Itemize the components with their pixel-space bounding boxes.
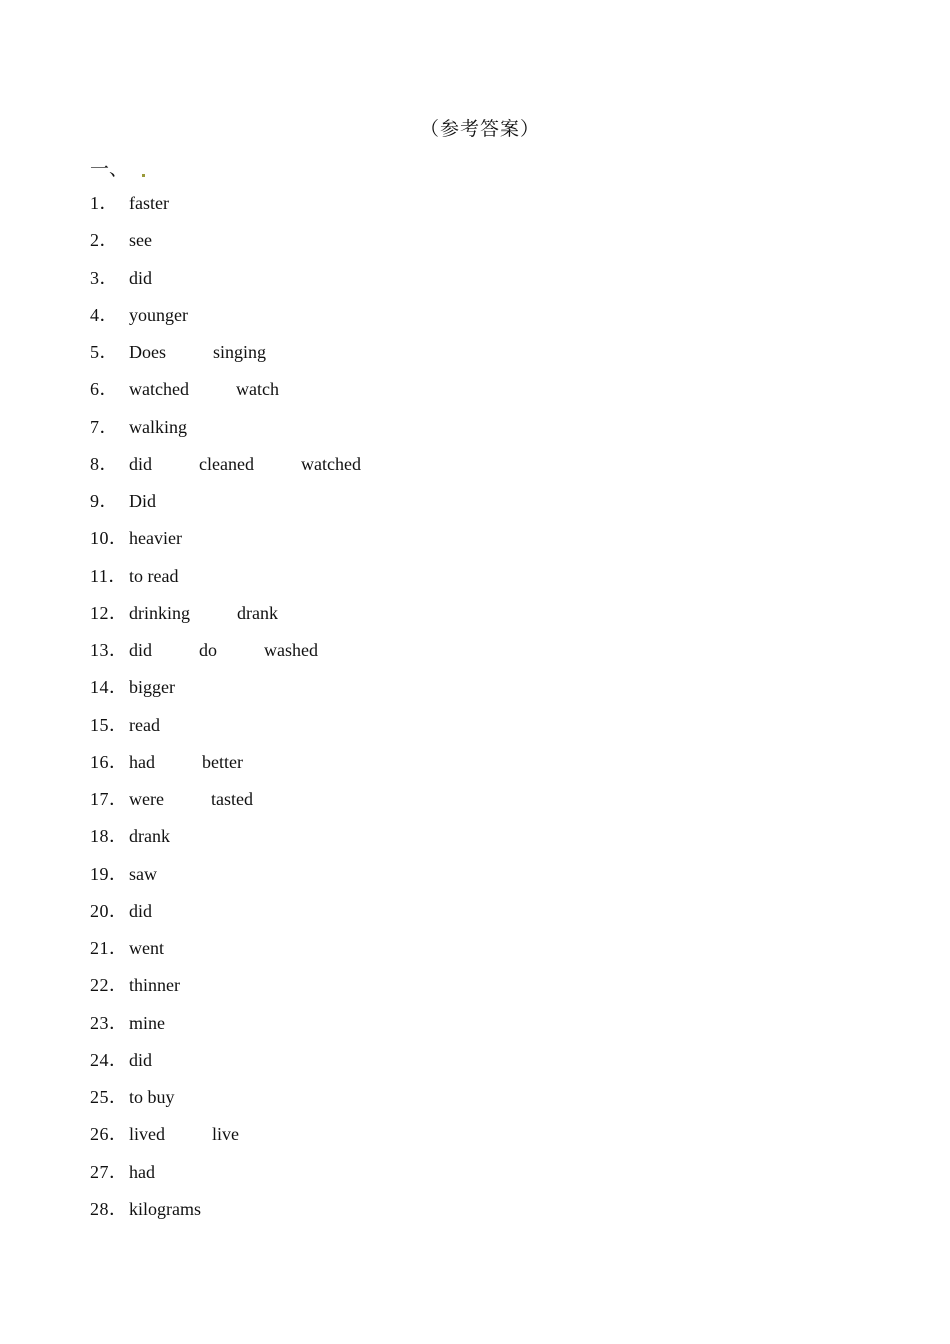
answer-number: 28． xyxy=(90,1198,128,1219)
answer-word: were xyxy=(129,789,164,809)
answer-word: bigger xyxy=(129,677,175,698)
answer-word: to buy xyxy=(129,1087,175,1107)
answer-word: did xyxy=(129,640,153,660)
answer-word: had xyxy=(129,751,155,772)
answer-item xyxy=(90,970,408,1007)
answer-word: heavier xyxy=(129,528,182,549)
answer-item xyxy=(90,374,408,411)
answer-item xyxy=(90,784,408,821)
answer-word: do xyxy=(199,640,218,660)
answer-number: 20． xyxy=(90,900,128,921)
answer-item xyxy=(90,1157,408,1194)
answer-word: did xyxy=(129,1049,153,1070)
answer-item xyxy=(90,486,408,523)
answer-number: 26． xyxy=(90,1124,128,1145)
section-heading xyxy=(90,154,145,181)
answer-number: 27． xyxy=(90,1161,128,1182)
answer-word: see xyxy=(129,230,152,251)
answer-word: watched xyxy=(300,453,361,474)
answer-item xyxy=(90,449,408,486)
answer-number: 21． xyxy=(90,938,128,958)
answer-word: drinking xyxy=(129,602,190,623)
answer-item xyxy=(90,337,408,374)
answer-item xyxy=(90,933,408,970)
answer-number: 5． xyxy=(90,342,118,362)
answer-word: drank xyxy=(237,602,278,623)
answer-word: watched xyxy=(129,379,189,400)
mark-dot-decoration xyxy=(142,174,145,177)
answer-item xyxy=(90,412,408,449)
answer-item xyxy=(90,1082,408,1119)
answer-item xyxy=(90,635,408,672)
answer-word: faster xyxy=(129,193,169,213)
answer-number: 14． xyxy=(90,677,128,698)
answer-number: 9． xyxy=(90,491,118,511)
answer-number: 2． xyxy=(90,230,118,251)
answer-word: mine xyxy=(129,1012,165,1033)
answer-item xyxy=(90,1045,408,1082)
answer-word: did xyxy=(129,900,153,921)
answer-item xyxy=(90,523,408,560)
answer-number: 23． xyxy=(90,1012,128,1033)
answer-number: 18． xyxy=(90,826,128,847)
answer-word: thinner xyxy=(129,975,180,996)
answer-number: 19． xyxy=(90,863,128,884)
answer-item xyxy=(90,225,408,262)
answer-word: did xyxy=(129,267,153,288)
answer-word: live xyxy=(212,1124,239,1145)
answer-item xyxy=(90,710,408,747)
answer-word: Did xyxy=(129,491,156,511)
answer-word: kilograms xyxy=(129,1198,201,1219)
answer-item xyxy=(90,598,408,635)
page-title: （参考答案） xyxy=(419,119,540,140)
answer-item xyxy=(90,1119,408,1156)
answer-number: 3． xyxy=(90,267,118,288)
answer-item xyxy=(90,1008,408,1045)
answer-word: singing xyxy=(213,342,267,362)
answer-number: 6． xyxy=(90,379,118,400)
answer-number: 24． xyxy=(90,1049,128,1070)
answer-word: went xyxy=(129,938,164,958)
answer-number: 8． xyxy=(90,453,118,474)
answer-word: younger xyxy=(129,304,188,325)
section-label: 一、 xyxy=(90,159,129,180)
answer-word: Does xyxy=(129,342,166,362)
answer-number: 15． xyxy=(90,714,128,735)
answer-item xyxy=(90,859,408,896)
answer-word: saw xyxy=(129,863,157,884)
answer-number: 25． xyxy=(90,1087,128,1107)
answer-number: 22． xyxy=(90,975,128,996)
answer-list xyxy=(90,188,408,1231)
answer-number: 1． xyxy=(90,193,118,213)
answer-word: cleaned xyxy=(199,453,254,474)
answer-item xyxy=(90,821,408,858)
answer-word: watch xyxy=(235,379,279,400)
answer-item xyxy=(90,672,408,709)
answer-number: 7． xyxy=(90,416,118,437)
answer-item xyxy=(90,896,408,933)
answer-word: to read xyxy=(129,565,179,586)
answer-word: tasted xyxy=(210,789,253,809)
answer-item xyxy=(90,1194,408,1231)
answer-number: 11． xyxy=(90,565,127,586)
answer-number: 4． xyxy=(90,304,118,325)
answer-item xyxy=(90,263,408,300)
answer-word: had xyxy=(129,1161,155,1182)
answer-item xyxy=(90,300,408,337)
answer-number: 12． xyxy=(90,602,128,623)
answer-number: 16． xyxy=(90,751,128,772)
answer-word: walking xyxy=(129,416,187,437)
answer-number: 10． xyxy=(90,528,128,549)
answer-word: better xyxy=(202,751,243,772)
answer-item xyxy=(90,561,408,598)
answer-number: 13． xyxy=(90,640,128,660)
answer-word: read xyxy=(129,714,160,735)
answer-word: washed xyxy=(264,640,318,660)
answer-number: 17． xyxy=(90,789,128,809)
answer-word: did xyxy=(129,453,153,474)
answer-item xyxy=(90,747,408,784)
answer-word: lived xyxy=(129,1124,165,1145)
answer-item xyxy=(90,188,408,225)
answer-word: drank xyxy=(129,826,170,847)
